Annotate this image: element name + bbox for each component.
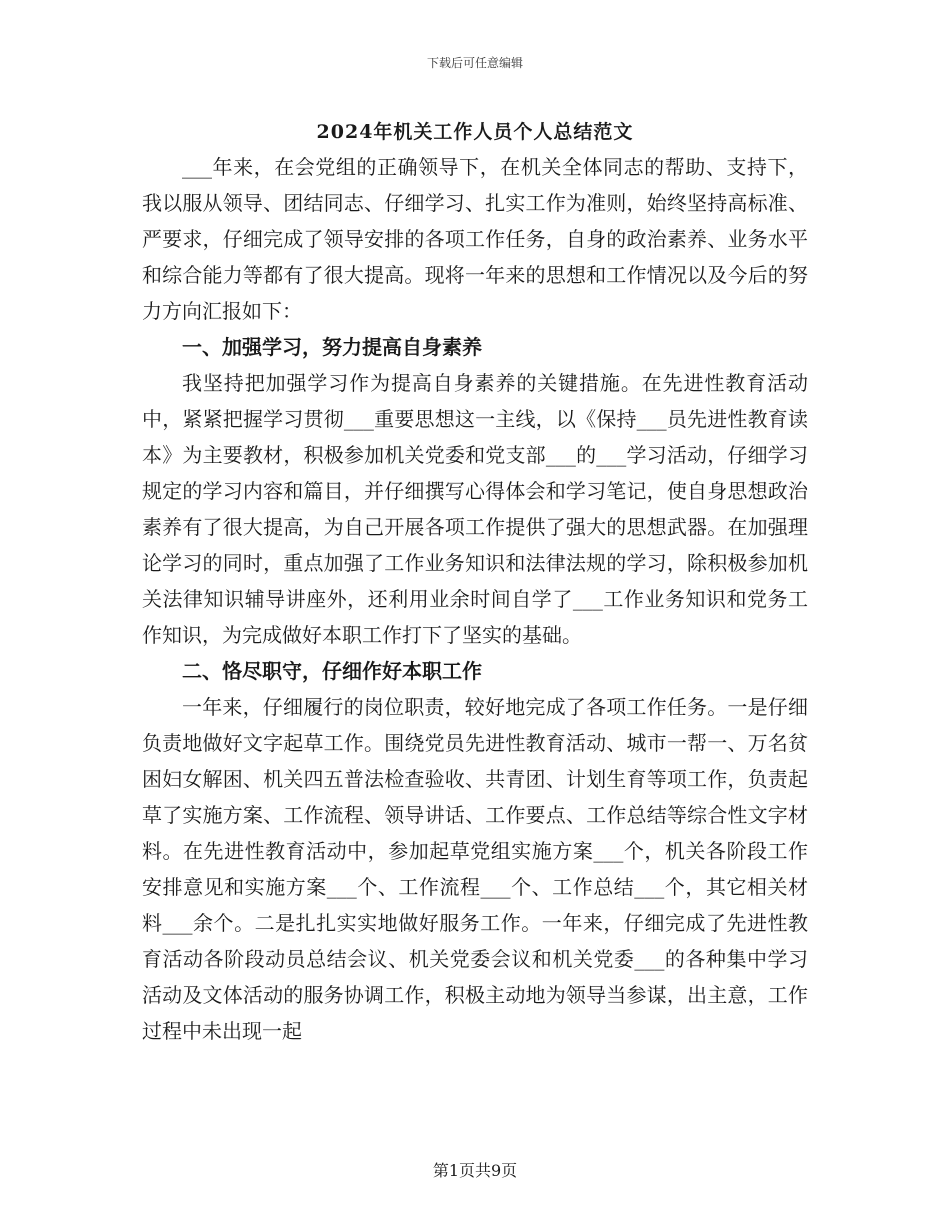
- section-1-heading: 一、加强学习，努力提高自身素养: [182, 335, 482, 359]
- page-footer: 第1页共9页: [432, 1161, 518, 1180]
- header-note: 下载后可任意编辑: [426, 56, 523, 70]
- document-body: [142, 149, 808, 1049]
- intro-paragraph: ___年来，在会党组的正确领导下，在机关全体同志的帮助、支持下，我以服从领导、团结同志、仔细学习、扎实工作为准则，始终坚持高标准、严要求，仔细完成了领导安排的各项工作任务，自身的政治素养、业务水平和综合能力等都有了很大提高。现将一年来的思想和工作情况以及今后的努力方向汇报如下：: [142, 155, 808, 323]
- document-title: 2024年机关工作人员个人总结范文: [316, 121, 634, 143]
- section-1-paragraph: 我坚持把加强学习作为提高自身素养的关键措施。在先进性教育活动中，紧紧把握学习贯彻___重要思想这一主线，以《保持___员先进性教育读本》为主要教材，积极参加机关党委和党支部___的___学习活动，仔细学习规定的学习内容和篇目，并仔细撰写心得体会和学习笔记，使自身思想政治素养有了很大提高，为自己开展各项工作提供了强大的思想武器。在加强理论学习的同时，重点加强了工作业务知识和法律法规的学习，除积极参加机关法律知识辅导讲座外，还利用业余时间自学了___工作业务知识和党务工作知识，为完成做好本职工作打下了坚实的基础。: [142, 371, 808, 647]
- section-2-paragraph: 一年来，仔细履行的岗位职责，较好地完成了各项工作任务。一是仔细负责地做好文字起草工作。围绕党员先进性教育活动、城市一帮一、万名贫困妇女解困、机关四五普法检查验收、共青团、计划生育等项工作，负责起草了实施方案、工作流程、领导讲话、工作要点、工作总结等综合性文字材料。在先进性教育活动中，参加起草党组实施方案___个，机关各阶段工作安排意见和实施方案___个、工作流程___个、工作总结___个，其它相关材料___余个。二是扎扎实实地做好服务工作。一年来，仔细完成了先进性教育活动各阶段动员总结会议、机关党委会议和机关党委___的各种集中学习活动及文体活动的服务协调工作，积极主动地为领导当参谋，出主意，工作过程中未出现一起: [142, 695, 808, 1043]
- section-2-heading: 二、恪尽职守，仔细作好本职工作: [182, 659, 482, 683]
